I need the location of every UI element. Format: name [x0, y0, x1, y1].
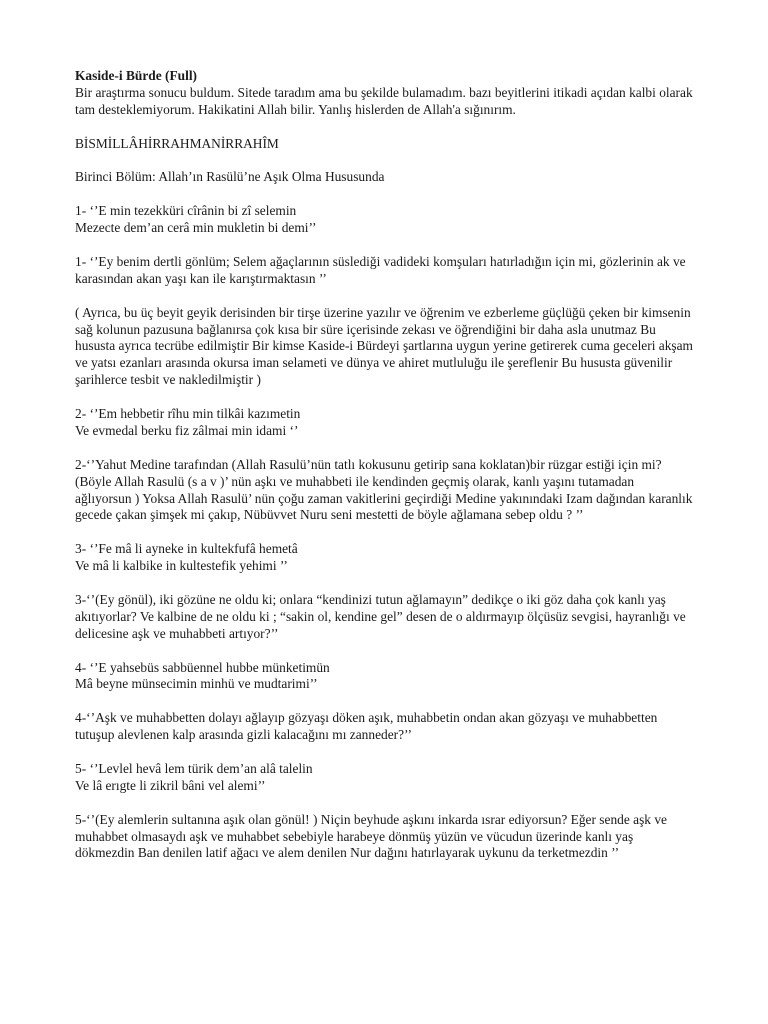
commentary-note: ( Ayrıca, bu üç beyit geyik derisinden bir tirşe üzerine yazılır ve öğrenim ve ezberleme güçlüğü çeken bir kimsenin sağ kolunun pazusuna bağlanırsa çok kısa bir süre içerisinde zekası ve öğrendiğini bir daha asla unutmaz Bu hususta ayrıca tecrübe edilmiştir Bir kimse Kaside-i Bürdeyi şartlarına uygun yerine getirerek cuma geceleri akşam ve yatsı ezanları arasında okursa iman selameti ve dünya ve ahiret mutluluğu ile şereflenir Bu hususta güvenilir şarihlerce tesbit ve nakledilmiştir ) — [75, 304, 693, 388]
verse-translation-3: 3-‘’(Ey gönül), iki gözüne ne oldu ki; onlara “kendinizi tutun ağlamayın” dedikçe o iki göz daha çok kanlı yaş akıtıyorlar? Ve kalbine de ne oldu ki ; “sakin ol, kendine gel” desen de o aldırmayıp ölçüsüz sevgisi, hayranlığı ve delicesine aşk ve muhabbeti artıyor?’’ — [75, 591, 686, 641]
section-heading: Birinci Bölüm: Allah’ın Rasülü’ne Aşık Olma Hususunda — [75, 169, 385, 185]
verse-translation-1: 1- ‘’Ey benim dertli gönlüm; Selem ağaçlarının süslediği vadideki komşuları hatırladığın için mi, gözlerinin ak ve karasından akan yaşı kan ile karıştırmaktasın ’’ — [75, 253, 686, 286]
document-page — [75, 68, 693, 879]
verse-arabic-3: 3- ‘’Fe mâ li ayneke in kultekfufâ hemetâ Ve mâ li kalbike in kultestefik yehimi ’’ — [75, 541, 298, 574]
document-title: Kaside-i Bürde (Full) — [75, 68, 198, 83]
verse-translation-4: 4-‘’Aşk ve muhabbetten dolayı ağlayıp gözyaşı döken aşık, muhabbetin ondan akan gözyaşı ve muhabbetten tutuşup alevlenen kalp arasında gizli kalacağını mı zanneder?’’ — [75, 710, 658, 743]
basmala: BİSMİLLÂHİRRAHMANİRRAHÎM — [75, 135, 279, 151]
verse-arabic-1: 1- ‘’E min tezekküri cîrânin bi zî selemin Mezecte dem’an cerâ min mukletin bi demi’’ — [75, 203, 317, 236]
verse-translation-2: 2-‘’Yahut Medine tarafından (Allah Rasulü’nün tatlı kokusunu getirip sana koklatan)bir rüzgar estiği için mi? (Böyle Allah Rasulü (s a v )’ nün aşkı ve muhabbeti ile kendinden geçmiş olarak, kanlı yaşını tutamadan ağlıyorsun ) Yoksa Allah Rasulü’ nün çoğu zaman vakitlerini geçirdiği Medine yakınındaki Izam dağından karanlık gecede çakan şimşek mi çakıp, Nübüvvet Nuru seni mestetti de böyle ağlamana sebep oldu ? ’’ — [75, 456, 693, 523]
verse-translation-5: 5-‘’(Ey alemlerin sultanına aşık olan gönül! ) Niçin beyhude aşkını inkarda ısrar ediyorsun? Eğer sende aşk ve muhabbet olmasaydı aşk ve muhabbet sebebiyle harabeye dönmüş yüzün ve vücudun üzerinde kanlı yaş dökmezdin Ban denilen latif ağacı ve alem denilen Nur dağını hatırlayarak uykunu da terketmezdin ’’ — [75, 811, 667, 861]
verse-arabic-5: 5- ‘’Levlel hevâ lem türik dem’an alâ talelin Ve lâ erıgte li zikril bâni vel alemi’’ — [75, 760, 313, 793]
verse-arabic-4: 4- ‘’E yahsebüs sabbüennel hubbe münketimün Mâ beyne münsecimin minhü ve mudtarimi’’ — [75, 659, 330, 692]
document-header — [75, 68, 693, 119]
intro-text: Bir araştırma sonucu buldum. Sitede taradım ama bu şekilde bulamadım. bazı beyitlerini itikadi açıdan kalbi olarak tam desteklemiyorum. Hakikatini Allah bilir. Yanlış hislerden de Allah'a sığınırım. — [75, 84, 693, 117]
verse-arabic-2: 2- ‘’Em hebbetir rîhu min tilkâi kazımetin Ve evmedal berku fiz zâlmai min idami ‘’ — [75, 406, 301, 438]
